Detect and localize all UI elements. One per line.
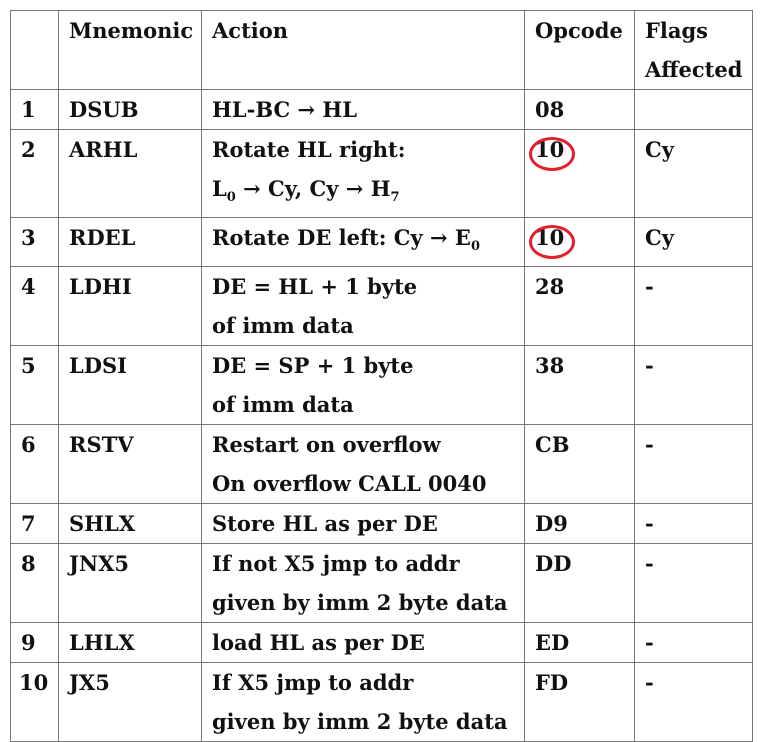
row-action-line1: Rotate HL right:: [212, 137, 406, 162]
header-flags: [635, 11, 753, 90]
row-mnemonic: SHLX: [59, 504, 202, 544]
row-action: [202, 663, 525, 742]
row-flags: -: [635, 544, 753, 623]
row-number: 1: [11, 90, 59, 130]
row-number: 8: [11, 544, 59, 623]
table-row: [11, 90, 753, 130]
row-mnemonic: JX5: [59, 663, 202, 742]
row-opcode: [525, 130, 635, 218]
header-flags-line2: Affected: [645, 57, 743, 82]
row-action: [202, 425, 525, 504]
table-row: [11, 267, 753, 346]
opcode-table: [10, 10, 753, 742]
row-action-line1: If X5 jmp to addr: [212, 670, 414, 696]
row-flags: Cy: [635, 218, 753, 267]
row-flags: -: [635, 346, 753, 425]
row-action-line1: Restart on overflow: [212, 432, 441, 458]
row-action-line2: $L_0 \to Cy$, $Cy \to H_7$: [212, 176, 400, 206]
row-mnemonic: RSTV: [59, 425, 202, 504]
row-opcode: D9: [525, 504, 635, 544]
row-action-line2: given by imm 2 byte data: [212, 590, 508, 616]
table-row: [11, 504, 753, 544]
row-action-line1: DE = SP + 1 byte: [212, 353, 414, 379]
row-mnemonic: ARHL: [59, 130, 202, 218]
table-row: [11, 663, 753, 742]
table-row: [11, 130, 753, 218]
row-flags: [635, 90, 753, 130]
row-number: 9: [11, 623, 59, 663]
row-mnemonic: LHLX: [59, 623, 202, 663]
row-action: [202, 544, 525, 623]
row-flags: Cy: [635, 130, 753, 218]
header-flags-line1: Flags: [645, 18, 708, 43]
row-action: [202, 623, 525, 663]
header-opcode: Opcode: [525, 11, 635, 90]
row-number: 7: [11, 504, 59, 544]
row-action-line1: If not X5 jmp to addr: [212, 551, 460, 577]
row-mnemonic: LDHI: [59, 267, 202, 346]
row-number: 6: [11, 425, 59, 504]
table-row: [11, 218, 753, 267]
row-opcode: 28: [525, 267, 635, 346]
row-opcode: [525, 218, 635, 267]
header-mnemonic: Mnemonic: [59, 11, 202, 90]
row-opcode: ED: [525, 623, 635, 663]
row-mnemonic: LDSI: [59, 346, 202, 425]
row-number: 3: [11, 218, 59, 267]
row-flags: -: [635, 504, 753, 544]
row-number: 10: [11, 663, 59, 742]
row-action-line2: given by imm 2 byte data: [212, 709, 508, 735]
row-action-line1: Rotate DE left: $Cy \to E_0$: [212, 225, 480, 255]
row-opcode: 08: [525, 90, 635, 130]
row-action: [202, 90, 525, 130]
table-row: [11, 623, 753, 663]
header-action: Action: [202, 11, 525, 90]
row-number: 5: [11, 346, 59, 425]
row-opcode: 38: [525, 346, 635, 425]
row-action-line2: of imm data: [212, 313, 354, 339]
row-flags: -: [635, 425, 753, 504]
row-mnemonic: JNX5: [59, 544, 202, 623]
row-action: [202, 504, 525, 544]
red-circle-annotation: 10: [535, 130, 564, 169]
header-num: [11, 11, 59, 90]
row-opcode: CB: [525, 425, 635, 504]
row-action-line1: Store HL as per DE: [212, 511, 438, 537]
row-flags: -: [635, 267, 753, 346]
header-row: [11, 11, 753, 90]
row-action: [202, 346, 525, 425]
row-action: [202, 267, 525, 346]
row-number: 4: [11, 267, 59, 346]
row-opcode: FD: [525, 663, 635, 742]
row-mnemonic: DSUB: [59, 90, 202, 130]
row-flags: -: [635, 623, 753, 663]
row-mnemonic: RDEL: [59, 218, 202, 267]
table-row: [11, 425, 753, 504]
row-action-line2: of imm data: [212, 392, 354, 418]
table-row: [11, 346, 753, 425]
table-row: [11, 544, 753, 623]
row-action-line1: HL-BC → HL: [212, 97, 358, 122]
row-number: 2: [11, 130, 59, 218]
row-action: [202, 130, 525, 218]
row-action: [202, 218, 525, 267]
row-action-line1: load HL as per DE: [212, 630, 425, 656]
row-action-line2: On overflow CALL 0040: [212, 471, 487, 497]
red-circle-annotation: 10: [535, 218, 564, 257]
row-opcode: DD: [525, 544, 635, 623]
row-action-line1: DE = HL + 1 byte: [212, 274, 418, 300]
row-flags: -: [635, 663, 753, 742]
